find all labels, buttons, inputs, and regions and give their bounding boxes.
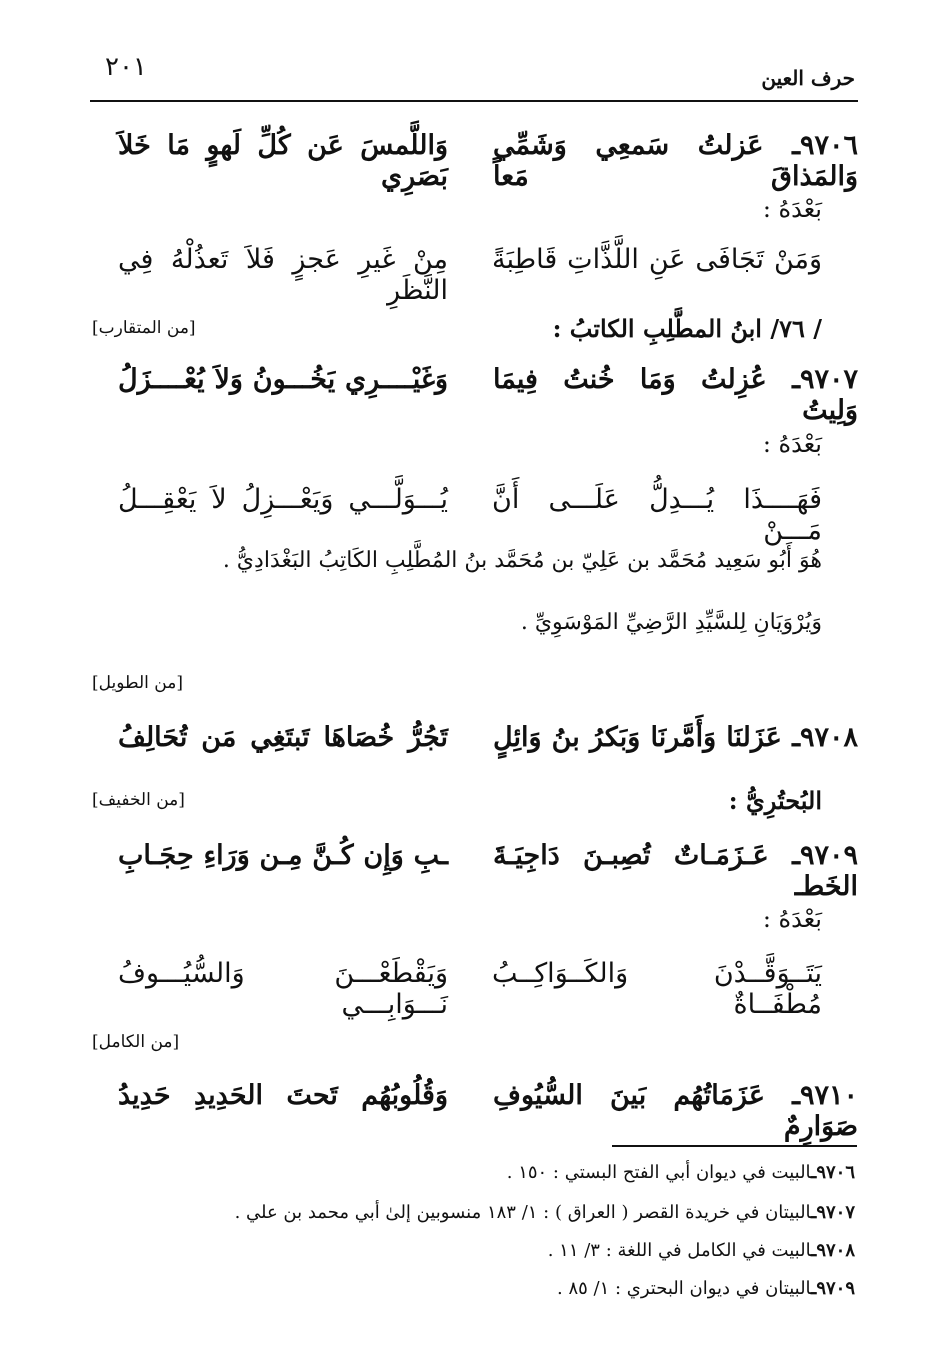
hemistich-text: عَزَلنَا وَأَمَّرنَا وَبَكرُ بنُ وَائِلٍ	[493, 722, 782, 753]
footnote	[557, 1278, 855, 1299]
meter-label: [من المتقارب]	[92, 318, 196, 338]
verse-second-hemistich: يُـــوَلَّـــي وَيَعْـــزِلُ لاَ يَعْقِـــلُ	[118, 484, 448, 515]
running-title: حرف العين	[761, 66, 855, 90]
footnote-number: ٩٧٠٨	[816, 1240, 855, 1261]
hemistich-text: عَزَمَاتُهُم بَينَ السُّيُوفِ صَوَارِمٌ	[493, 1080, 858, 1142]
footnote-dash: ـ	[811, 1202, 817, 1223]
verse-number: ٩٧٠٦	[800, 130, 859, 161]
verse-dash: ـ	[764, 1080, 800, 1111]
attribution-note: وَيُرْوَيَانِ لِلسَّيِّدِ الرَّضِيِّ المَوْسَوِيِّ .	[520, 610, 822, 635]
verse-first-hemistich	[493, 840, 858, 902]
verse-number: ٩٧٠٨	[800, 722, 859, 753]
footnote-dash: ـ	[811, 1162, 817, 1183]
verse-dash: ـ	[766, 364, 800, 395]
verse-second-hemistich: ـبِ وَإِن كُـنَّ مِـن وَرَاءِ حِجَـابِ	[118, 840, 448, 871]
footnote	[548, 1240, 855, 1261]
header-rule	[90, 100, 858, 102]
biographical-note: هُوَ أَبُو سَعِيد مُحَمَّد بن عَلِيّ بن مُحَمَّد بنُ المُطَّلِبِ الكَاتِبُ البَغْدَادِيُّ .	[222, 548, 822, 573]
footnote-text: البيتان في ديوان البحتري : ١/ ٨٥ .	[557, 1278, 812, 1299]
verse-dash: ـ	[768, 840, 800, 871]
footnote-text: البيت في ديوان أبي الفتح البستي : ١٥٠ .	[506, 1162, 812, 1183]
verse-number: ٩٧١٠	[800, 1080, 859, 1111]
footnote	[235, 1202, 855, 1223]
meter-label: [من الطويل]	[92, 673, 183, 693]
intro-label: بَعْدَهُ :	[762, 430, 822, 458]
footnote-dash: ـ	[811, 1278, 817, 1299]
verse-dash: ـ	[781, 722, 800, 753]
page-number: ٢٠١	[105, 52, 147, 82]
intro-label: بَعْدَهُ :	[762, 905, 822, 933]
meter-label: [من الكامل]	[92, 1032, 180, 1052]
verse-second-hemistich: وَغَيْــــرِي يَخُـــونُ وَلاَ يُعْــــزَلُ	[118, 364, 448, 395]
verse-second-hemistich: وَقُلُوبُهُم تَحتَ الحَدِيدِ حَدِيدُ	[118, 1080, 448, 1111]
verse-first-hemistich	[493, 722, 858, 753]
poet-heading: البُحتُرِيُّ :	[728, 786, 822, 815]
footnote-rule	[612, 1145, 857, 1147]
verse-first-hemistich	[493, 364, 858, 426]
intro-label: بَعْدَهُ :	[762, 195, 822, 223]
footnote-number: ٩٧٠٩	[816, 1278, 855, 1299]
verse-number: ٩٧٠٧	[799, 364, 858, 395]
footnote-number: ٩٧٠٧	[816, 1202, 855, 1223]
verse-number: ٩٧٠٩	[800, 840, 859, 871]
meter-label: [من الخفيف]	[92, 790, 185, 810]
verse-dash: ـ	[763, 130, 800, 161]
verse-first-hemistich	[493, 130, 858, 192]
footnote	[507, 1162, 855, 1183]
footnote-text: البيت في الكامل في اللغة : ٣/ ١١ .	[547, 1240, 812, 1261]
hemistich-text: عُزِلتُ وَمَا خُنتُ فِيمَا وَلِيتُ	[493, 364, 858, 426]
verse-first-hemistich	[493, 1080, 858, 1142]
poet-heading: / ٧٦/ ابنُ المطَّلِبِ الكاتبُ :	[552, 314, 822, 343]
verse-second-hemistich: تَجُرُّ خُصَاهَا تَبتَغِي مَن تُحَالِفُ	[118, 722, 448, 753]
verse-first-hemistich: يَتَــوَقَّــدْنَ وَالكَــوَاكِــبُ مُطْفَــاةٌ	[492, 958, 822, 1020]
footnote-text: البيتان في خريدة القصر ( العراق ) : ١/ ١٨٣ منسوبين إلىٰ أبي محمد بن علي .	[234, 1202, 812, 1223]
verse-first-hemistich: فَهَــــذَا يُـــدِلُّ عَلَـــى أَنَّ مَـــنْ	[492, 484, 822, 546]
verse-first-hemistich: وَمَنْ تَجَافَى عَنِ اللَّذَّاتِ قَاطِبَةً	[492, 244, 822, 275]
footnote-dash: ـ	[811, 1240, 817, 1261]
verse-second-hemistich: مِنْ غَيرِ عَجزٍ فَلاَ تَعذُلْهُ فِي النَّظَرِ	[118, 244, 448, 306]
footnote-number: ٩٧٠٦	[816, 1162, 855, 1183]
verse-second-hemistich: وَيَقْطَعْـــنَ وَالسُّيُـــوفُ نَـــوَابِـــي	[118, 958, 448, 1020]
hemistich-text: عَـزَمَـاتٌ تُصِبـنَ دَاجِيَـةَ الخَطـ	[493, 840, 858, 902]
hemistich-text: عَزلتُ سَمعِي وَشَمِّي وَالمَذاقَ مَعاً	[493, 130, 858, 192]
verse-second-hemistich: وَاللَّمسَ عَن كُلِّ لَهوٍ مَا خَلاَ بَصَرِي	[118, 130, 448, 192]
